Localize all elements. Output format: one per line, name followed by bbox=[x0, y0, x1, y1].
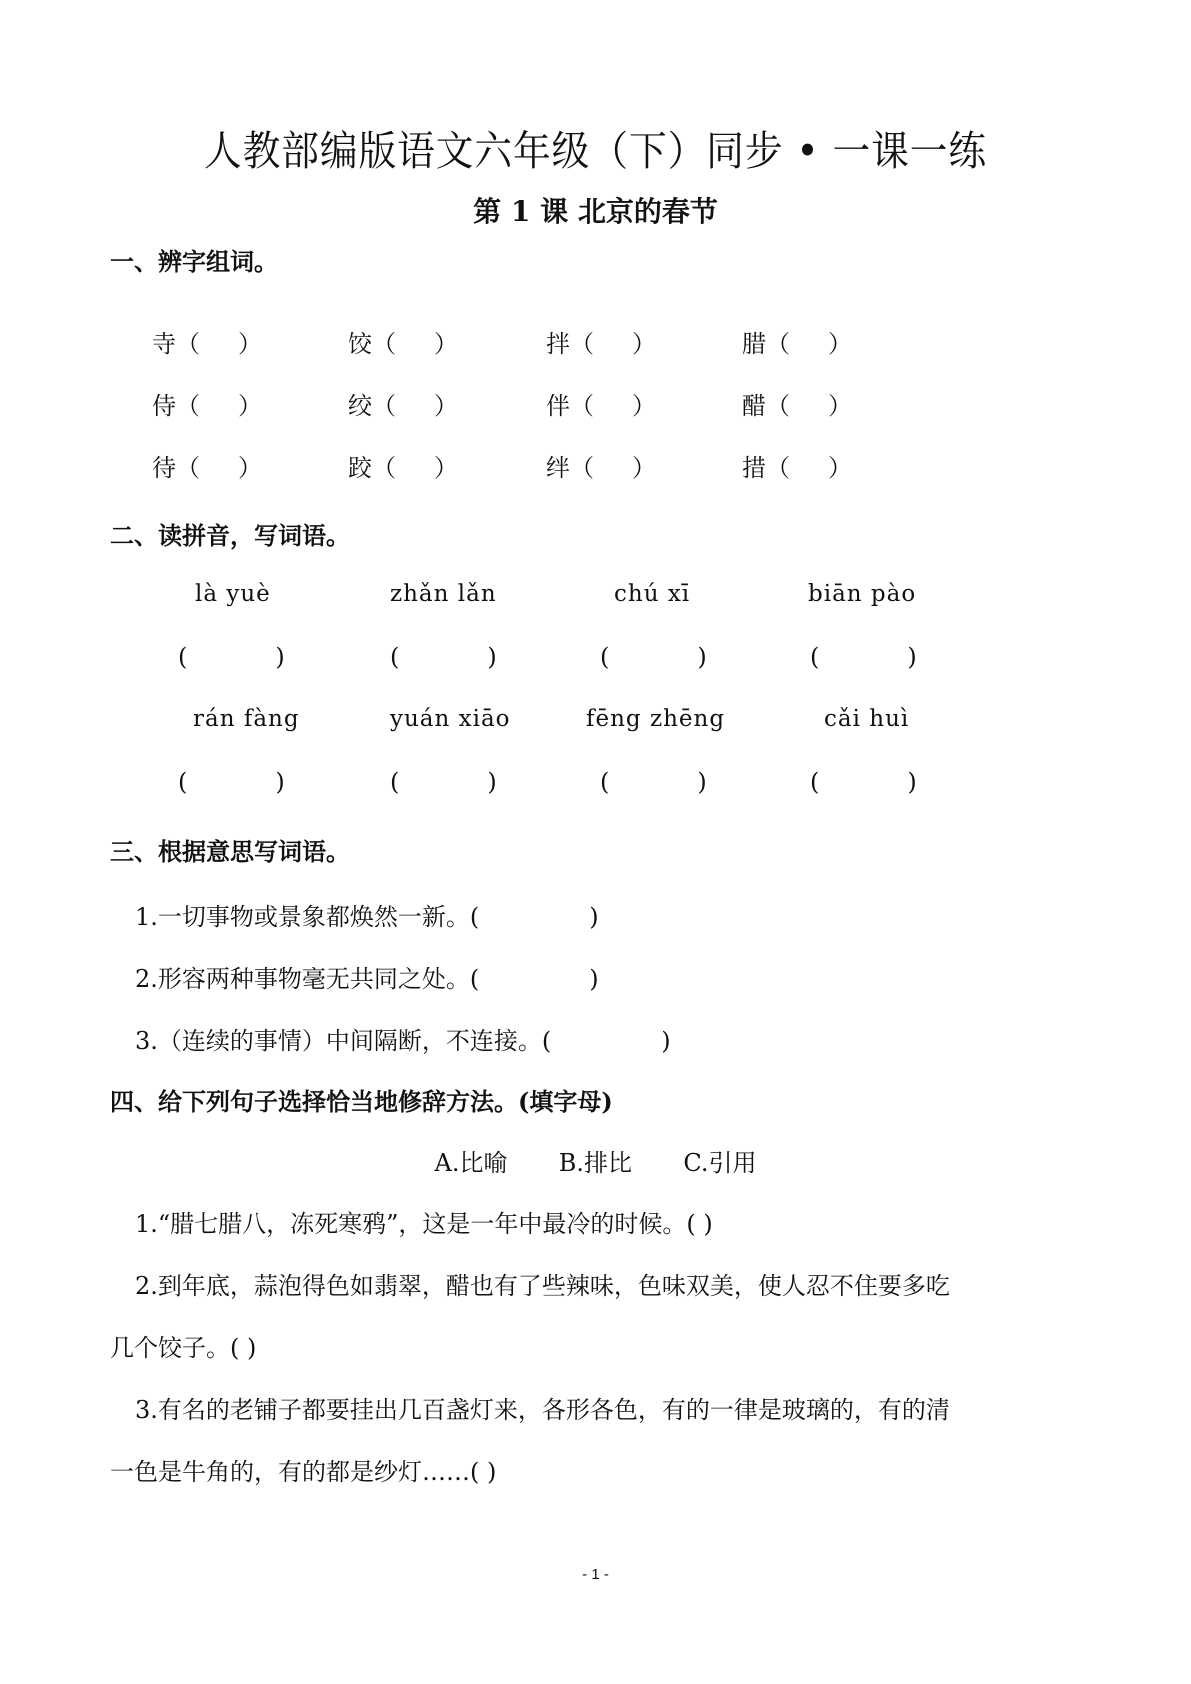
paren-open: （ bbox=[766, 330, 790, 358]
definition-item bbox=[135, 959, 599, 994]
lesson-title: 第 1 课 北京的春节 bbox=[473, 195, 718, 228]
char-cell bbox=[152, 448, 262, 483]
char: 腊 bbox=[742, 330, 766, 358]
paren-open: （ bbox=[372, 454, 396, 482]
char-cell bbox=[348, 448, 458, 483]
page-title: 人教部编版语文六年级（下）同步 • 一课一练 bbox=[203, 127, 988, 175]
char: 侍 bbox=[152, 392, 176, 420]
paren-close: ) bbox=[275, 768, 285, 796]
paren-close: ） bbox=[828, 454, 852, 482]
definition-item bbox=[135, 897, 599, 932]
pinyin: cǎi huì bbox=[824, 706, 910, 732]
option-b: B.排比 bbox=[558, 1149, 633, 1177]
paren-close: ） bbox=[434, 392, 458, 420]
definition-item bbox=[135, 1021, 671, 1056]
paren-open: （ bbox=[570, 454, 594, 482]
rhetoric-item-3-line-2: 一色是牛角的，有的都是纱灯……( ) bbox=[110, 1458, 497, 1486]
char-cell bbox=[152, 324, 262, 359]
answer-blank bbox=[810, 643, 917, 671]
answer-blank bbox=[178, 768, 285, 796]
paren-close: ) bbox=[697, 768, 707, 796]
page-number: - 1 - bbox=[582, 1566, 609, 1583]
rhetoric-item-3-line-1: 3.有名的老铺子都要挂出几百盏灯来，各形各色，有的一律是玻璃的，有的清 bbox=[135, 1396, 950, 1424]
section-1-heading: 一、辨字组词。 bbox=[110, 247, 278, 276]
paren-close: ） bbox=[632, 330, 656, 358]
paren-close: ） bbox=[632, 454, 656, 482]
paren-close: ) bbox=[487, 643, 497, 671]
answer-blank bbox=[810, 768, 917, 796]
char-cell bbox=[742, 324, 852, 359]
char-cell bbox=[152, 386, 262, 421]
paren-open: （ bbox=[176, 454, 200, 482]
paren-open: （ bbox=[570, 330, 594, 358]
paren-close: ） bbox=[434, 454, 458, 482]
char-cell bbox=[348, 324, 458, 359]
paren-close: ） bbox=[238, 454, 262, 482]
paren-open: ( bbox=[600, 768, 610, 796]
char-cell bbox=[546, 448, 656, 483]
answer-blank bbox=[390, 768, 497, 796]
rhetoric-item-2-line-1: 2.到年底，蒜泡得色如翡翠，醋也有了些辣味，色味双美，使人忍不住要多吃 bbox=[135, 1272, 950, 1300]
section-2-heading: 二、读拼音，写词语。 bbox=[110, 521, 350, 550]
paren-open: （ bbox=[372, 392, 396, 420]
paren-open: （ bbox=[176, 392, 200, 420]
char: 措 bbox=[742, 454, 766, 482]
section-4-heading: 四、给下列句子选择恰当地修辞方法。(填字母) bbox=[110, 1087, 613, 1116]
rhetoric-item-2-line-2: 几个饺子。( ) bbox=[110, 1334, 257, 1362]
paren-close: ) bbox=[487, 768, 497, 796]
definition-text: 2.形容两种事物毫无共同之处。( bbox=[135, 965, 480, 993]
answer-blank bbox=[390, 643, 497, 671]
option-list bbox=[0, 1143, 1191, 1178]
char-cell bbox=[742, 386, 852, 421]
paren-open: ( bbox=[810, 768, 820, 796]
pinyin: fēng zhēng bbox=[586, 706, 726, 732]
paren-open: （ bbox=[766, 454, 790, 482]
paren-close: ） bbox=[828, 392, 852, 420]
char: 绊 bbox=[546, 454, 570, 482]
char-cell bbox=[546, 324, 656, 359]
option-a: A.比喻 bbox=[434, 1149, 508, 1177]
answer-blank bbox=[600, 643, 707, 671]
paren-open: ( bbox=[390, 643, 400, 671]
paren-close: ) bbox=[907, 768, 917, 796]
paren-close: ) bbox=[661, 1027, 671, 1055]
pinyin: rán fàng bbox=[193, 706, 300, 732]
char: 伴 bbox=[546, 392, 570, 420]
pinyin: chú xī bbox=[614, 581, 691, 607]
paren-open: （ bbox=[176, 330, 200, 358]
char: 饺 bbox=[348, 330, 372, 358]
char-cell bbox=[348, 386, 458, 421]
paren-close: ) bbox=[907, 643, 917, 671]
paren-close: ） bbox=[632, 392, 656, 420]
definition-text: 1.一切事物或景象都焕然一新。( bbox=[135, 903, 480, 931]
char: 寺 bbox=[152, 330, 176, 358]
paren-close: ） bbox=[434, 330, 458, 358]
paren-open: ( bbox=[178, 768, 188, 796]
char: 拌 bbox=[546, 330, 570, 358]
section-3-heading: 三、根据意思写词语。 bbox=[110, 837, 350, 866]
pinyin: biān pào bbox=[808, 581, 917, 607]
paren-close: ） bbox=[238, 330, 262, 358]
paren-open: ( bbox=[390, 768, 400, 796]
answer-blank bbox=[600, 768, 707, 796]
char: 待 bbox=[152, 454, 176, 482]
paren-open: ( bbox=[600, 643, 610, 671]
char: 绞 bbox=[348, 392, 372, 420]
paren-close: ) bbox=[589, 903, 599, 931]
rhetoric-item-1: 1.“腊七腊八，冻死寒鸦”，这是一年中最冷的时候。( ) bbox=[135, 1210, 713, 1238]
paren-close: ） bbox=[828, 330, 852, 358]
char: 跤 bbox=[348, 454, 372, 482]
paren-open: （ bbox=[372, 330, 396, 358]
paren-close: ) bbox=[275, 643, 285, 671]
char: 醋 bbox=[742, 392, 766, 420]
paren-close: ） bbox=[238, 392, 262, 420]
paren-open: ( bbox=[178, 643, 188, 671]
char-cell bbox=[742, 448, 852, 483]
pinyin: là yuè bbox=[195, 581, 271, 607]
paren-open: （ bbox=[766, 392, 790, 420]
char-cell bbox=[546, 386, 656, 421]
option-c: C.引用 bbox=[683, 1149, 757, 1177]
paren-open: （ bbox=[570, 392, 594, 420]
pinyin: zhǎn lǎn bbox=[390, 581, 497, 607]
definition-text: 3.（连续的事情）中间隔断，不连接。( bbox=[135, 1027, 552, 1055]
paren-open: ( bbox=[810, 643, 820, 671]
pinyin: yuán xiāo bbox=[390, 706, 511, 732]
paren-close: ) bbox=[697, 643, 707, 671]
answer-blank bbox=[178, 643, 285, 671]
paren-close: ) bbox=[589, 965, 599, 993]
